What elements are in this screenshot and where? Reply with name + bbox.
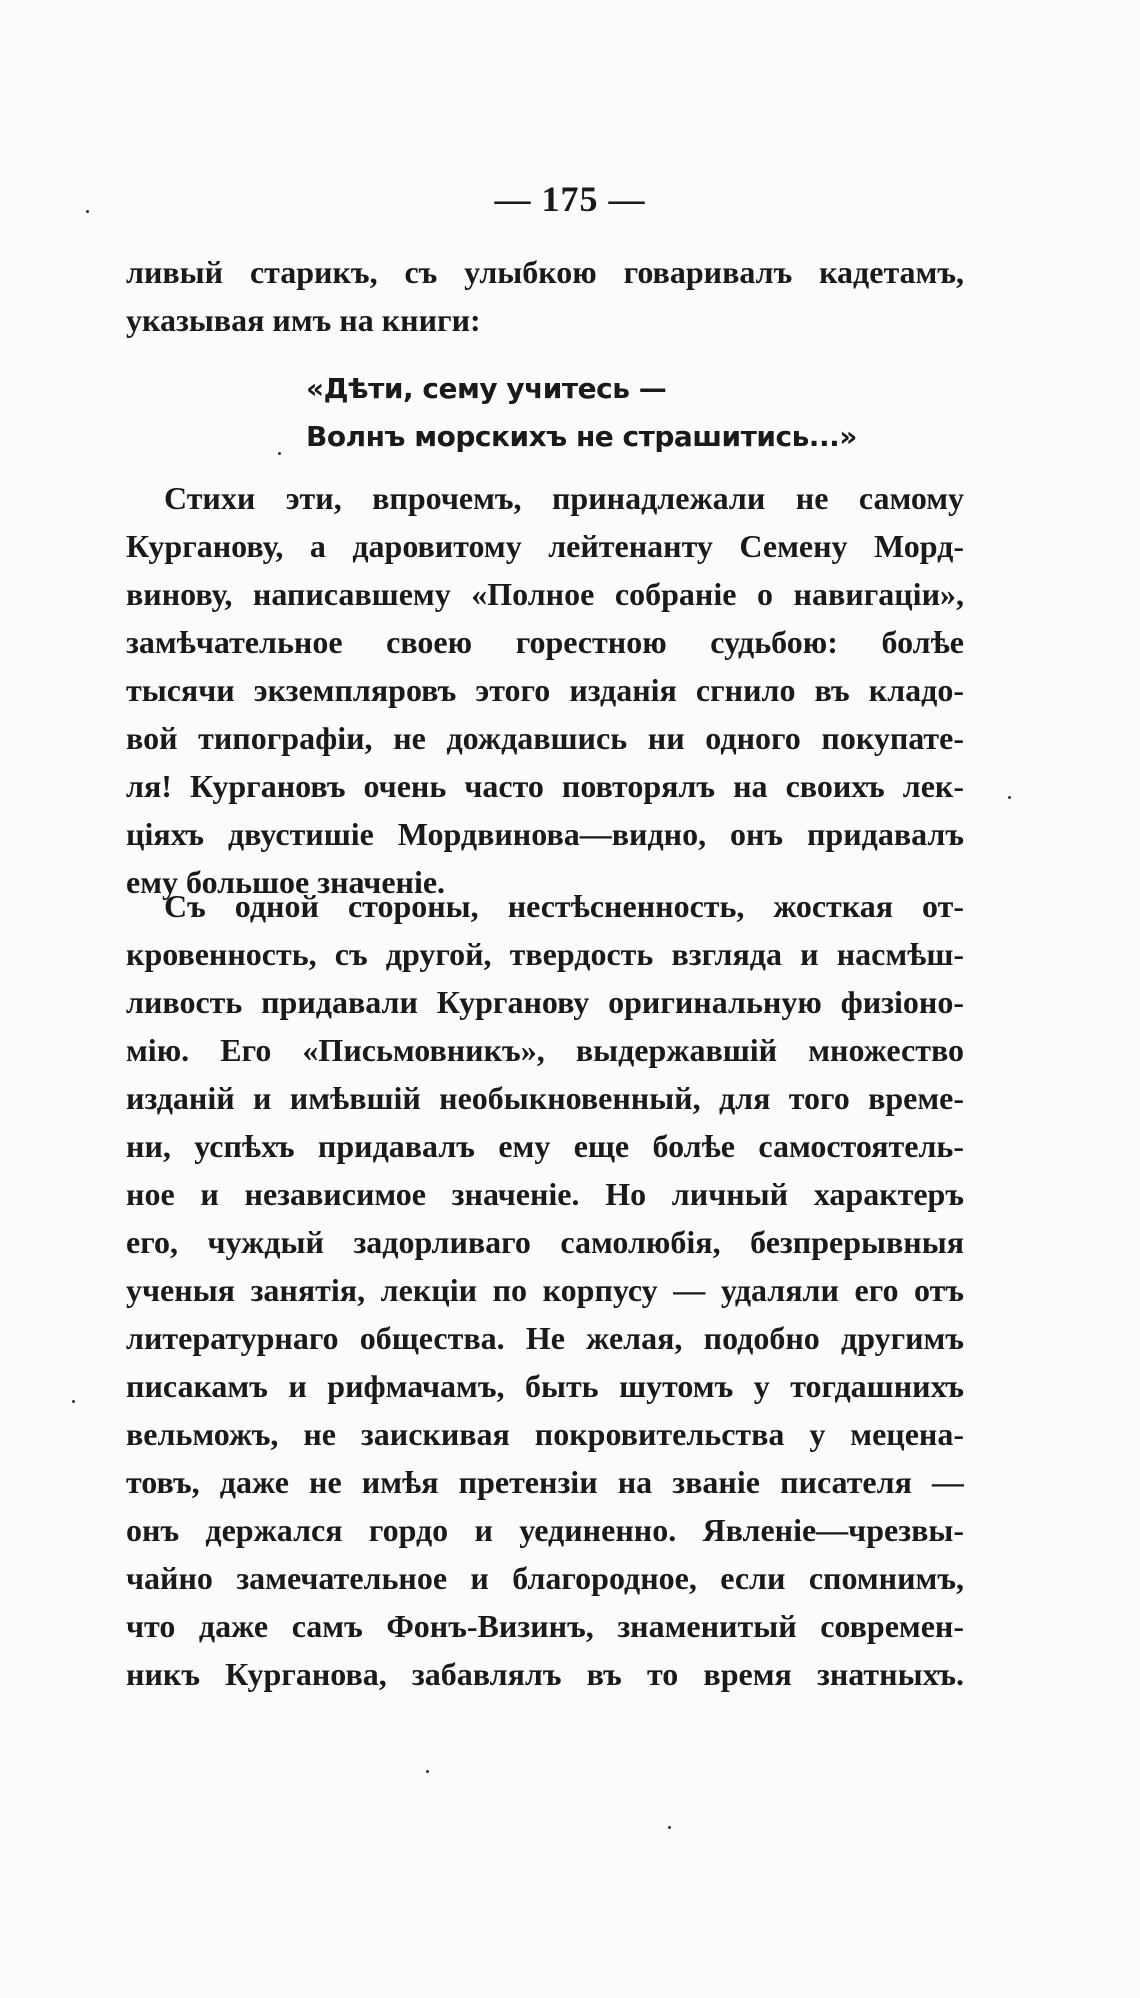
text-line: Стихи эти, впрочемъ, принадлежали не самому: [164, 480, 964, 516]
text-line: ливый старикъ, съ улыбкою говаривалъ кадетамъ,: [126, 254, 964, 290]
scan-speck: [1008, 796, 1011, 799]
text-line: писакамъ и рифмачамъ, быть шутомъ у тогдашнихъ: [126, 1368, 964, 1404]
text-line: что даже самъ Фонъ-Визинъ, знаменитый современ-: [126, 1608, 964, 1644]
verse-line: «Дѣти, сему учитесь —: [306, 372, 667, 405]
text-line: ціяхъ двустишіе Мордвинова—видно, онъ придавалъ: [126, 816, 964, 852]
paragraph-2: [126, 882, 964, 1698]
page-number: — 175 —: [494, 179, 646, 219]
verse-line: Волнъ морскихъ не страшитись...»: [306, 420, 857, 453]
paragraph-1: [126, 474, 964, 906]
text-line: винову, написавшему «Полное собраніе о навигаціи»,: [126, 576, 964, 612]
text-line: тысячи экземпляровъ этого изданія сгнило въ кладо-: [126, 672, 964, 708]
text-line: ни, успѣхъ придавалъ ему еще болѣе самостоятель-: [126, 1128, 964, 1164]
text-line: вой типографіи, не дождавшись ни одного покупате-: [126, 720, 964, 756]
text-line: Съ одной стороны, нестѣсненность, жосткая от-: [164, 888, 964, 924]
text-line: указывая имъ на книги:: [126, 302, 481, 338]
verse-quote: [306, 364, 857, 460]
text-line: его, чуждый задорливаго самолюбія, безпрерывныя: [126, 1224, 964, 1260]
text-line: ученыя занятія, лекціи по корпусу — удаляли его отъ: [126, 1272, 964, 1308]
text-line: мію. Его «Письмовникъ», выдержавшій множество: [126, 1032, 964, 1068]
text-line: никъ Курганова, забавлялъ въ то время знатныхъ.: [126, 1656, 964, 1692]
text-line: изданій и имѣвшій необыкновенный, для того време-: [126, 1080, 964, 1116]
text-line: литературнаго общества. Не желая, подобно другимъ: [126, 1320, 964, 1356]
scan-speck: [426, 1770, 429, 1773]
text-line: замѣчательное своею горестною судьбою: болѣе: [126, 624, 964, 660]
text-line: чайно замечательное и благородное, если спомнимъ,: [126, 1560, 964, 1596]
text-line: онъ держался гордо и уединенно. Явленіе—чрезвы-: [126, 1512, 964, 1548]
text-line: вельможъ, не заискивая покровительства у мецена-: [126, 1416, 964, 1452]
text-line: ля! Кургановъ очень часто повторялъ на своихъ лек-: [126, 768, 964, 804]
scan-speck: [668, 1826, 671, 1829]
scan-speck: [72, 1400, 75, 1403]
intro-text: [126, 248, 964, 344]
text-line: товъ, даже не имѣя претензіи на званіе писателя —: [126, 1464, 964, 1500]
text-line: ливость придавали Курганову оригинальную физіоно-: [126, 984, 964, 1020]
scan-speck: [278, 452, 281, 455]
text-line: кровенность, съ другой, твердость взгляда и насмѣш-: [126, 936, 964, 972]
text-line: Курганову, а даровитому лейтенанту Семену Морд-: [126, 528, 964, 564]
scan-speck: [86, 210, 89, 213]
text-line: ное и независимое значеніе. Но личный характеръ: [126, 1176, 964, 1212]
text-line: ему большое значеніе.: [126, 864, 446, 900]
